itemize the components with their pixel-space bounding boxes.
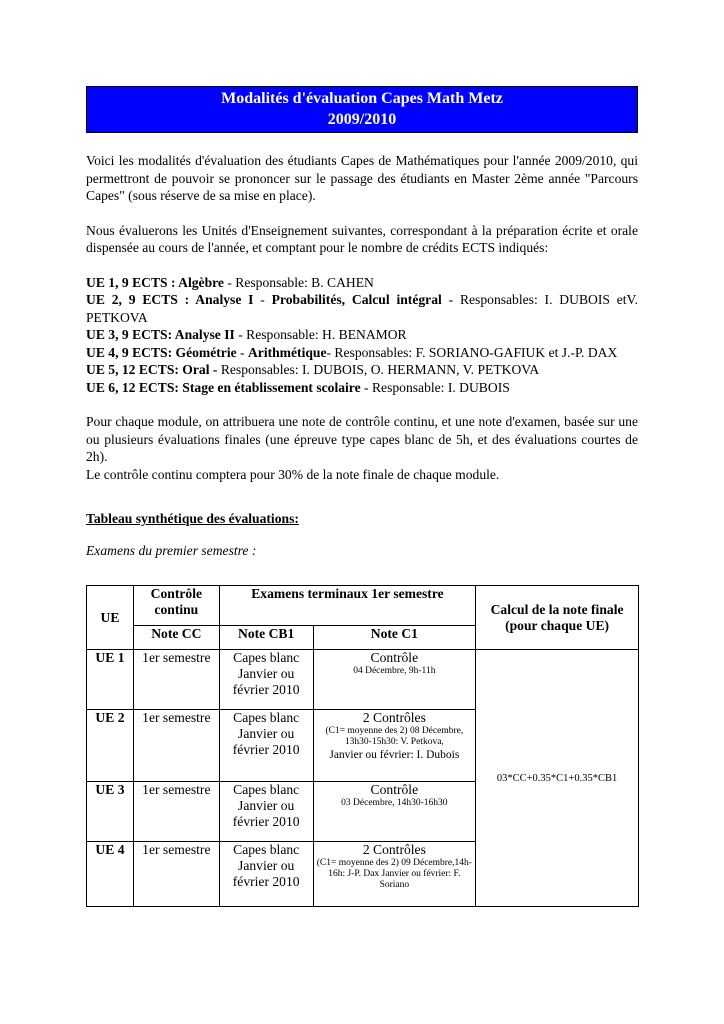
row-cb1: Capes blanc Janvier ou février 2010 [219,782,313,842]
table-row [87,650,639,710]
ue-item-3: UE 3, 9 ECTS: Analyse II - Responsable: H. BENAMOR [86,327,407,342]
ue-item-2: UE 2, 9 ECTS : Analyse I - Probabilités, Calcul intégral - Responsables: I. DUBOIS etV. PETKOVA [86,292,639,325]
row-c1: Contrôle 03 Décembre, 14h30-16h30 [313,782,476,842]
document-title-box [86,86,638,133]
header-final-grade: Calcul de la note finale (pour chaque UE) [476,586,639,650]
row-c1: 2 Contrôles (C1= moyenne des 2) 09 Décembre,14h-16h: J-P. Dax Janvier ou février: F. Soriano [313,842,476,907]
header-note-cc: Note CC [133,626,219,650]
section-title: Tableau synthétique des évaluations: [86,511,299,526]
final-grade-formula: 03*CC+0.35*C1+0.35*CB1 [476,650,639,907]
row-c1: Contrôle 04 Décembre, 9h-11h [313,650,476,710]
document-year: 2009/2010 [327,111,397,128]
row-c1: 2 Contrôles (C1= moyenne des 2) 08 Décembre, 13h30-15h30: V. Petkova, Janvier ou février: I. Dubois [313,710,476,782]
ue-item-6: UE 6, 12 ECTS: Stage en établissement scolaire - Responsable: I. DUBOIS [86,379,510,395]
ue-intro-paragraph: Nous évaluerons les Unités d'Enseignement suivantes, correspondant à la préparation écrite et orale dispensée au cours de l'année, et comptant pour le nombre de crédits ECTS indiqués: [86,222,638,255]
header-continuous-control: Contrôle continu [133,586,219,626]
row-cc: 1er semestre [133,710,219,782]
ue-item-1: UE 1, 9 ECTS : Algèbre - Responsable: B. CAHEN [86,274,374,290]
row-ue: UE 3 [87,782,134,842]
row-ue: UE 4 [87,842,134,907]
intro-paragraph: Voici les modalités d'évaluation des étudiants Capes de Mathématiques pour l'année 2009/2010, qui permettront de pouvoir se prononcer sur le passage des étudiants en Master 2ème année "Parcours Capes" (sous réserve de sa mise en place). [86,153,638,203]
evaluation-paragraph: Pour chaque module, on attribuera une note de contrôle continu, et une note d'examen, basée sur une ou plusieurs évaluations finales (une épreuve type capes blanc de 5h, et des évaluations courtes de 2h). [86,414,638,464]
row-cb1: Capes blanc Janvier ou février 2010 [219,710,313,782]
row-cc: 1er semestre [133,650,219,710]
row-cb1: Capes blanc Janvier ou février 2010 [219,842,313,907]
row-cc: 1er semestre [133,782,219,842]
row-cc: 1er semestre [133,842,219,907]
ue-item-5: UE 5, 12 ECTS: Oral - Responsables: I. DUBOIS, O. HERMANN, V. PETKOVA [86,362,540,377]
header-note-c1: Note C1 [313,626,476,650]
evaluation-table [86,585,639,907]
ue-item-4: UE 4, 9 ECTS: Géométrie - Arithmétique- Responsables: F. SORIANO-GAFIUK et J.-P. DAX [86,344,618,360]
header-ue: UE [87,586,134,650]
header-note-cb1: Note CB1 [219,626,313,650]
ue-list [86,274,638,397]
continuous-control-paragraph: Le contrôle continu comptera pour 30% de la note finale de chaque module. [86,466,500,482]
row-ue: UE 2 [87,710,134,782]
row-cb1: Capes blanc Janvier ou février 2010 [219,650,313,710]
document-title: Modalités d'évaluation Capes Math Metz [221,90,503,107]
header-final-exams: Examens terminaux 1er semestre [219,586,475,626]
document-page [86,86,638,559]
exam-subtitle: Examens du premier semestre : [86,542,257,558]
row-ue: UE 1 [87,650,134,710]
